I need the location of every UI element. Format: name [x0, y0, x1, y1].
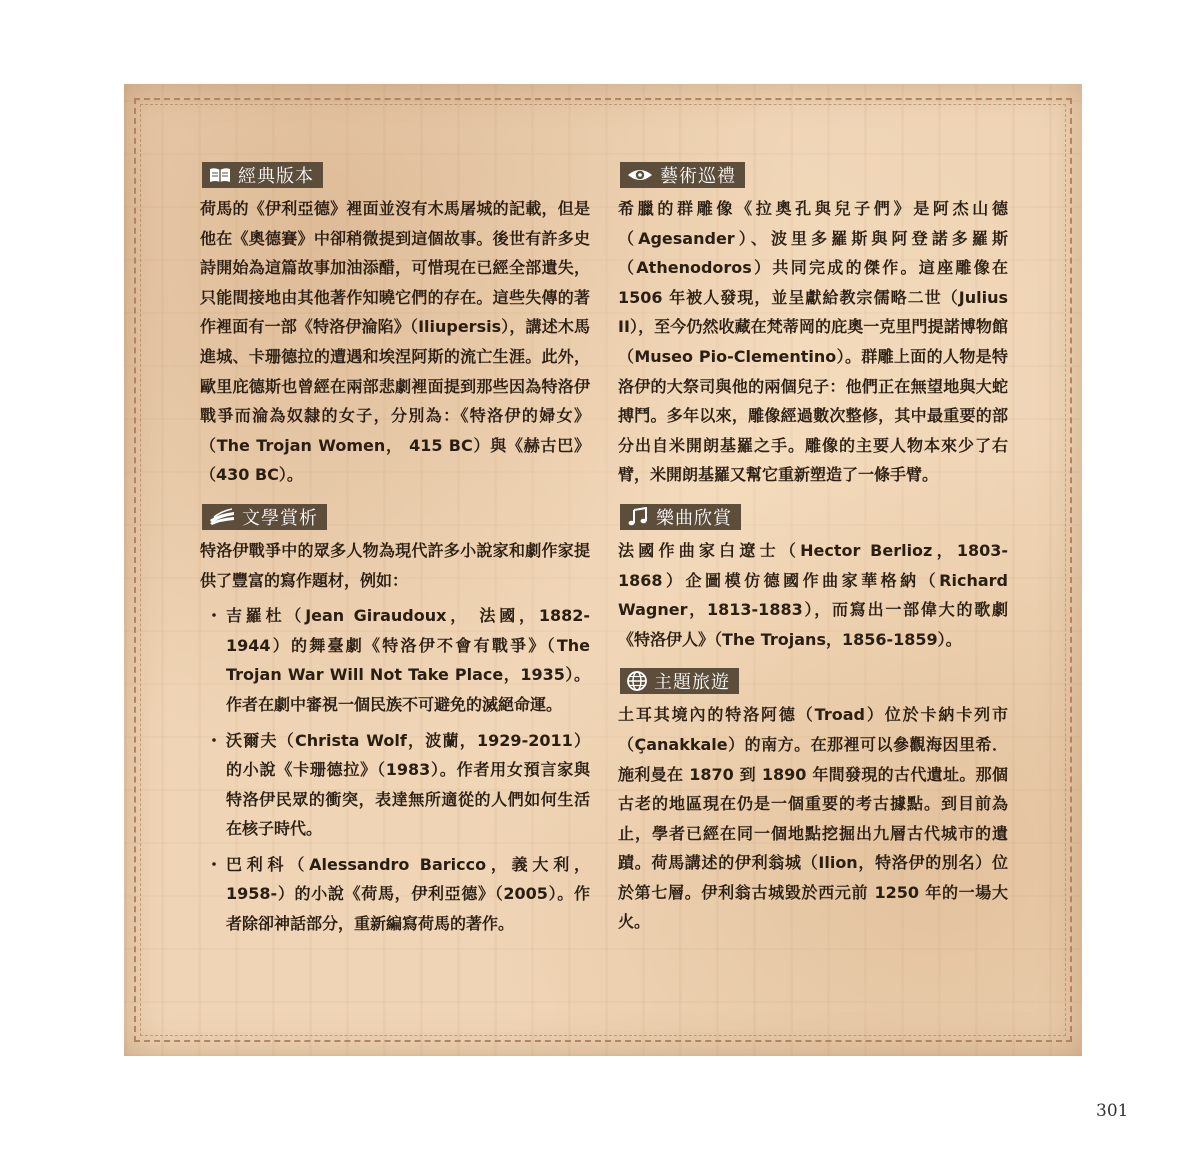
list-item-text: 沃爾夫（Christa Wolf，波蘭，1929-2011）的小說《卡珊德拉》（1983）。作者用女預言家與特洛伊民眾的衝突，表達無所適從的人們如何生活在核子時代。	[226, 730, 590, 839]
eye-icon	[626, 166, 654, 184]
section-heading-literature	[202, 504, 327, 530]
section-heading-classic	[202, 162, 323, 188]
list-item	[200, 726, 590, 844]
list-item-text: 吉羅杜（Jean Giraudoux， 法國，1882-1944）的舞臺劇《特洛伊不會有戰爭》（The Trojan War Will Not Take Place，1935）。作者在劇中審視一個民族不可避免的滅絕命運。	[226, 606, 590, 714]
art-paragraph: 希臘的群雕像《拉奧孔與兒子們》是阿杰山德（Agesander）、波里多羅斯與阿登諾多羅斯（Athenodoros）共同完成的傑作。這座雕像在 1506 年被人發現，並呈獻給教宗儒略二世（Julius II），至今仍然收藏在梵蒂岡的庇奧一克里門提諾博物館（Museo Pio-Clementino）。群雕上面的人物是特洛伊的大祭司與他的兩個兒子：他們正在無望地與大蛇搏鬥。多年以來，雕像經過數次整修，其中最重要的部分出自米開朗基羅之手。雕像的主要人物本來少了右臂，米開朗基羅又幫它重新塑造了一條手臂。	[618, 199, 1008, 485]
globe-icon	[626, 670, 648, 692]
bullet-mark: ・	[206, 854, 223, 874]
literature-list	[200, 601, 590, 939]
right-column	[618, 160, 1008, 937]
literature-intro: 特洛伊戰爭中的眾多人物為現代許多小說家和劇作家提供了豐富的寫作題材，例如：	[200, 540, 590, 590]
section-heading-art	[620, 162, 745, 188]
classic-paragraph: 荷馬的《伊利亞德》裡面並沒有木馬屠城的記載，但是他在《奧德賽》中卻稍微提到這個故事。後世有許多史詩開始為這篇故事加油添醋，可惜現在已經全部遺失，只能間接地由其他著作知曉它們的存在。這些失傳的著作裡面有一部《特洛伊淪陷》（Iliupersis），講述木馬進城、卡珊德拉的遭遇和埃涅阿斯的流亡生涯。此外，歐里庇德斯也曾經在兩部悲劇裡面提到那些因為特洛伊戰爭而淪為奴隸的女子，分別為：《特洛伊的婦女》（The Trojan Women， 415 BC）與《赫古巴》（430 BC）。	[200, 199, 590, 485]
section-title: 文學賞析	[242, 507, 318, 529]
music-paragraph: 法國作曲家白遼士（Hector Berlioz，1803-1868）企圖模仿德國作曲家華格納（Richard Wagner，1813-1883），而寫出一部偉大的歌劇《特洛伊人》（The Trojans，1856-1859）。	[618, 540, 1008, 649]
list-item	[200, 850, 590, 939]
book-icon	[208, 166, 232, 184]
left-column	[200, 160, 590, 945]
section-title: 主題旅遊	[654, 672, 730, 694]
section-title: 藝術巡禮	[660, 166, 736, 187]
list-item-text: 巴利科（Alessandro Baricco，義大利，1958-）的小說《荷馬，伊利亞德》（2005）。作者除卻神話部分，重新編寫荷馬的著作。	[226, 854, 590, 934]
section-title: 樂曲欣賞	[656, 507, 732, 529]
travel-paragraph: 土耳其境內的特洛阿德（Troad）位於卡納卡列市（Çanakkale）的南方。在那裡可以參觀海因里希．施利曼在 1870 到 1890 年間發現的古代遺址。那個古老的地區現在仍是一個重要的考古據點。到目前為止，學者已經在同一個地點挖掘出九層古代城市的遺蹟。荷馬講述的伊利翁城（Ilion，特洛伊的別名）位於第七層。伊利翁古城毀於西元前 1250 年的一場大火。	[618, 705, 1008, 932]
section-heading-travel	[620, 668, 739, 694]
section-heading-music	[620, 504, 741, 530]
music-note-icon	[626, 507, 650, 527]
section-title: 經典版本	[238, 166, 314, 187]
list-item	[200, 601, 590, 719]
open-book-icon	[208, 508, 236, 526]
page-number: 301	[1096, 1101, 1129, 1121]
bullet-mark: ・	[206, 606, 223, 626]
bullet-mark: ・	[206, 730, 223, 750]
parchment-panel	[124, 84, 1082, 1056]
